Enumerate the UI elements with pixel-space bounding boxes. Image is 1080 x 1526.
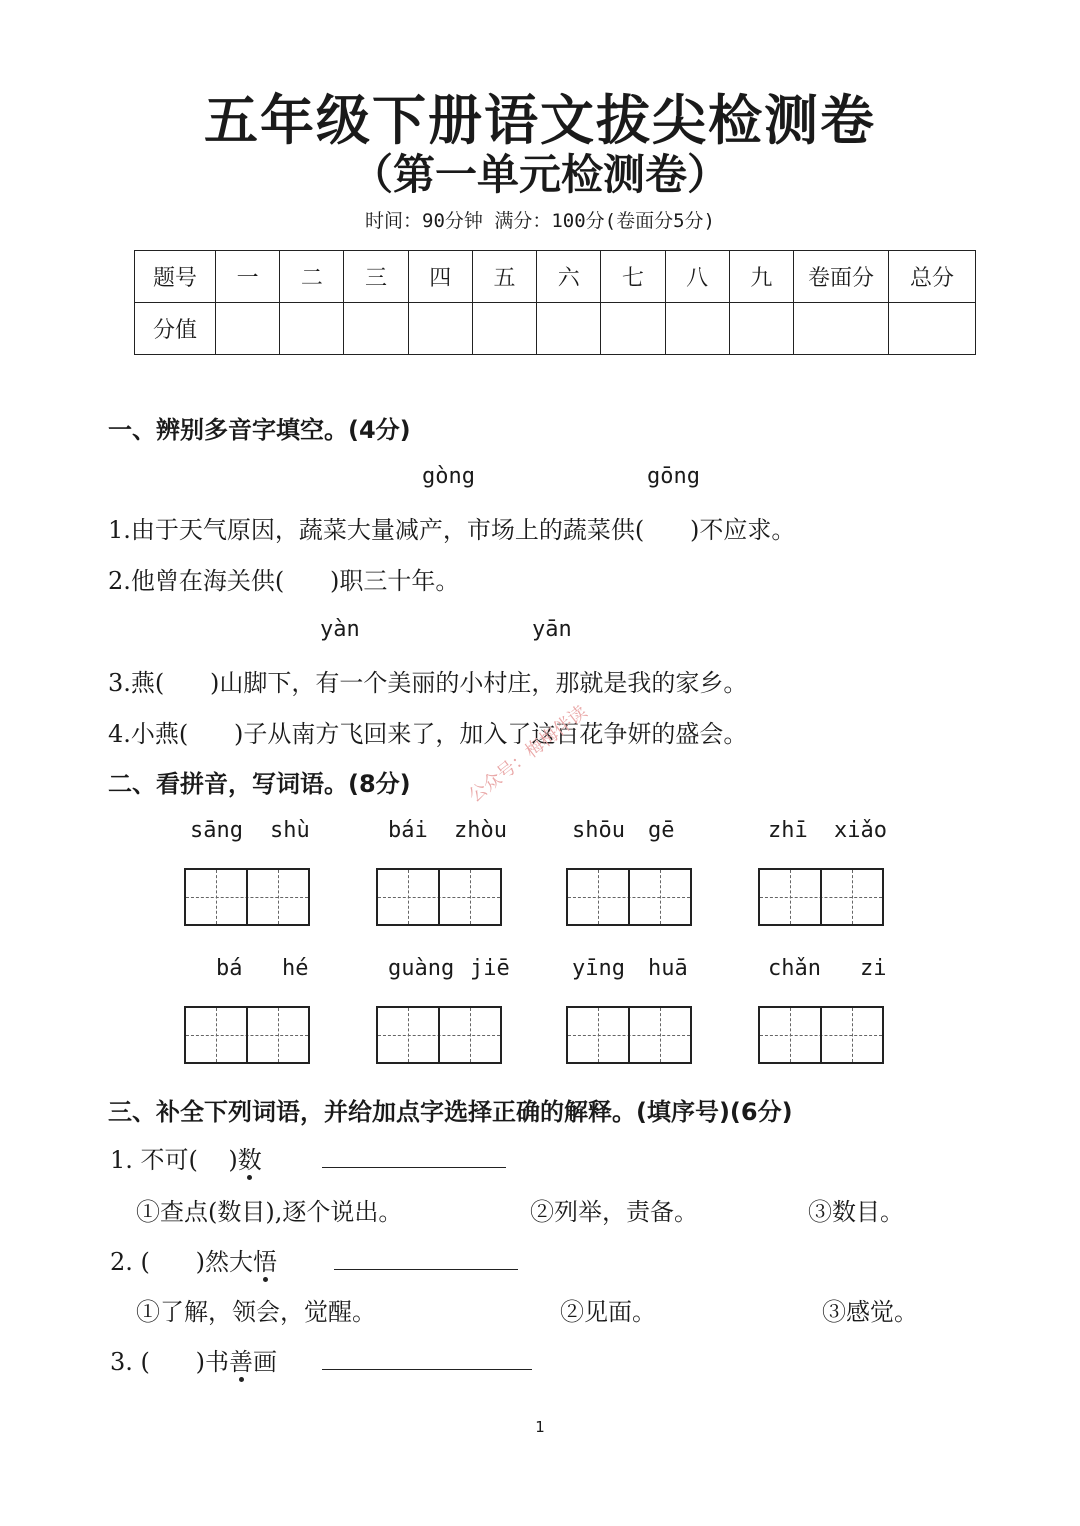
pinyin-label: bá bbox=[216, 956, 243, 981]
pinyin-label: shù bbox=[270, 818, 310, 843]
score-cell bbox=[889, 303, 976, 355]
question-line: 1.由于天气原因，蔬菜大量减产，市场上的蔬菜供( )不应求。 bbox=[108, 516, 796, 544]
score-cell bbox=[280, 303, 344, 355]
question-line: 4.小燕( )子从南方飞回来了，加入了这百花争妍的盛会。 bbox=[108, 720, 748, 748]
question-prefix: 1. 不可( ) bbox=[110, 1146, 238, 1174]
pinyin-label: yàn bbox=[320, 617, 360, 642]
pinyin-label: shōu bbox=[572, 818, 625, 843]
section1-heading: 一、辨别多音字填空。(4分) bbox=[108, 416, 411, 444]
pinyin-label: gē bbox=[648, 818, 675, 843]
tianzige-box[interactable] bbox=[566, 868, 692, 926]
page-number: 1 bbox=[535, 1418, 545, 1436]
pinyin-label: hé bbox=[282, 956, 309, 981]
answer-blank[interactable] bbox=[322, 1166, 506, 1168]
question-prefix: 2. ( )然大 bbox=[110, 1248, 254, 1276]
tianzige-box[interactable] bbox=[376, 868, 502, 926]
exam-meta: 时间：90分钟 满分：100分(卷面分5分) bbox=[365, 210, 715, 232]
tianzige-box[interactable] bbox=[376, 1006, 502, 1064]
pinyin-label: chǎn bbox=[768, 956, 821, 981]
score-cell bbox=[408, 303, 472, 355]
score-cell bbox=[601, 303, 665, 355]
score-cell bbox=[729, 303, 793, 355]
tianzige-box[interactable] bbox=[566, 1006, 692, 1064]
pinyin-label: zhòu bbox=[454, 818, 507, 843]
score-table-col: 卷面分 bbox=[794, 251, 889, 303]
score-table-col: 总分 bbox=[889, 251, 976, 303]
pinyin-label: jiē bbox=[470, 956, 510, 981]
answer-blank[interactable] bbox=[322, 1368, 532, 1370]
option: ②列举，责备。 bbox=[530, 1198, 698, 1226]
score-cell bbox=[537, 303, 601, 355]
tianzige-box[interactable] bbox=[184, 868, 310, 926]
score-table-col: 四 bbox=[408, 251, 472, 303]
score-table-header-label: 题号 bbox=[135, 251, 216, 303]
tianzige-box[interactable] bbox=[184, 1006, 310, 1064]
section3-heading: 三、补全下列词语，并给加点字选择正确的解释。(填序号)(6分) bbox=[108, 1098, 793, 1126]
answer-blank[interactable] bbox=[334, 1268, 518, 1270]
pinyin-label: sāng bbox=[190, 818, 243, 843]
score-table-col: 五 bbox=[472, 251, 536, 303]
score-table-col: 七 bbox=[601, 251, 665, 303]
option: ③感觉。 bbox=[822, 1298, 918, 1326]
dotted-char: 数 bbox=[237, 1146, 262, 1174]
question-line bbox=[110, 1242, 277, 1277]
score-table-col: 六 bbox=[537, 251, 601, 303]
question-suffix: 画 bbox=[253, 1348, 278, 1376]
score-table-col: 二 bbox=[280, 251, 344, 303]
question-line: 3.燕( )山脚下，有一个美丽的小村庄，那就是我的家乡。 bbox=[108, 669, 748, 697]
score-table-col: 九 bbox=[729, 251, 793, 303]
tianzige-box[interactable] bbox=[758, 868, 884, 926]
pinyin-label: huā bbox=[648, 956, 688, 981]
score-table-col: 一 bbox=[216, 251, 280, 303]
question-line bbox=[110, 1140, 262, 1175]
tianzige-box[interactable] bbox=[758, 1006, 884, 1064]
score-table-value-label: 分值 bbox=[135, 303, 216, 355]
option: ①了解，领会，觉醒。 bbox=[136, 1298, 376, 1326]
pinyin-label: zhī bbox=[768, 818, 808, 843]
pinyin-label: zi bbox=[860, 956, 887, 981]
watermark: 公众号：梅梅伴读 bbox=[464, 701, 592, 807]
pinyin-label: gòng bbox=[422, 464, 475, 489]
score-table bbox=[134, 250, 976, 355]
score-table-col: 八 bbox=[665, 251, 729, 303]
score-cell bbox=[794, 303, 889, 355]
question-line bbox=[110, 1342, 277, 1377]
page-subtitle: （第一单元检测卷） bbox=[350, 150, 729, 199]
pinyin-label: gōng bbox=[647, 464, 700, 489]
pinyin-label: bái bbox=[388, 818, 428, 843]
dotted-char: 悟 bbox=[253, 1248, 278, 1276]
option: ①查点(数目),逐个说出。 bbox=[136, 1198, 403, 1226]
question-line: 2.他曾在海关供( )职三十年。 bbox=[108, 567, 460, 595]
dotted-char: 善 bbox=[229, 1348, 254, 1376]
pinyin-label: xiǎo bbox=[834, 818, 887, 843]
pinyin-label: yān bbox=[532, 617, 572, 642]
score-table-col: 三 bbox=[344, 251, 408, 303]
page-title: 五年级下册语文拔尖检测卷 bbox=[204, 89, 876, 152]
score-cell bbox=[472, 303, 536, 355]
option: ③数目。 bbox=[808, 1198, 904, 1226]
question-prefix: 3. ( )书 bbox=[110, 1348, 230, 1376]
score-cell bbox=[665, 303, 729, 355]
pinyin-label: yīng bbox=[572, 956, 625, 981]
score-cell bbox=[216, 303, 280, 355]
section2-heading: 二、看拼音，写词语。(8分) bbox=[108, 770, 411, 798]
score-cell bbox=[344, 303, 408, 355]
pinyin-label: guàng bbox=[388, 956, 455, 981]
option: ②见面。 bbox=[560, 1298, 656, 1326]
